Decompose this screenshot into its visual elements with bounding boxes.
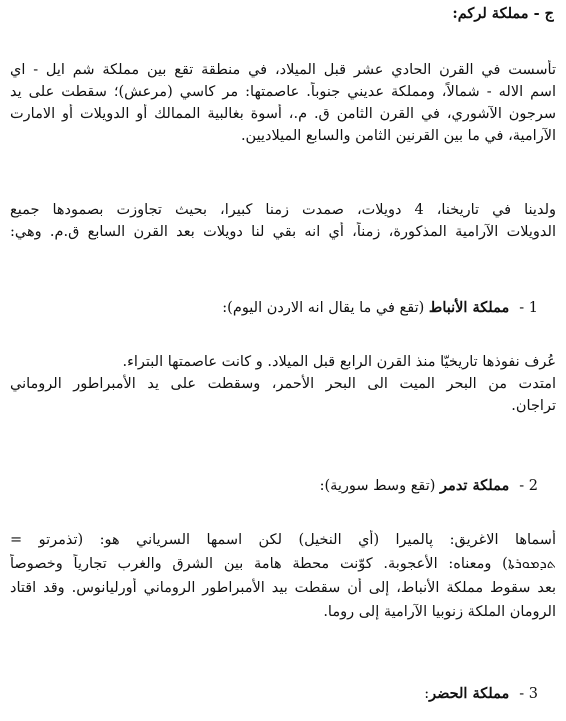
para4-line3: بعد سقوط مملكة الأنباط، إلى أن سقطت بيد الأمبراطور الروماني أورليانوس. وقد اقتاد xyxy=(10,580,556,596)
item2-name: مملكة تدمر xyxy=(440,477,510,494)
section-c-title-text: ج - مملكة لركم: xyxy=(452,5,554,22)
section-c-title xyxy=(452,4,554,24)
para4-line4: الرومان الملكة زنوبيا الآرامية إلى روما. xyxy=(323,604,556,620)
para1-line4: الآرامية، في ما بين القرنين الثامن والسابع الميلاديين. xyxy=(240,128,556,144)
item1-name: مملكة الأنباط xyxy=(428,299,510,316)
item3-name: مملكة الحضر xyxy=(429,685,510,702)
para1-line2: اسم الاله - شمالاً، ومملكة عديني جنوباً. عاصمتها: مر كاسي (مرعش)؛ سقطت على يد xyxy=(10,84,556,100)
item1-number: 1 - xyxy=(519,300,538,316)
item2-note: (تقع وسط سورية): xyxy=(319,478,436,494)
item1-note: (تقع في ما يقال انه الاردن اليوم): xyxy=(222,300,425,316)
para4-line2: ܬܕܡܘܪܬܐ) ومعناه: الأعجوبة. كوّنت محطة هامة بين الشرق والغرب تجارياً وخصوصاً xyxy=(10,556,556,572)
item3-number: 3 - xyxy=(519,686,538,702)
item1-heading xyxy=(10,298,538,318)
para3-line2: امتدت من البحر الميت الى البحر الأحمر، وسقطت على يد الأمبراطور الروماني xyxy=(10,376,556,392)
item2-heading xyxy=(10,476,538,496)
para4-line1: أسماها الاغريق: پالميرا (أي النخيل) لكن اسمها السرياني هو: (تذمرتو = xyxy=(10,532,556,548)
item3-heading xyxy=(10,684,538,704)
item2-number: 2 - xyxy=(519,478,538,494)
para1-line1: تأسست في القرن الحادي عشر قبل الميلاد، في منطقة تقع بين مملكة شم ايل - اي xyxy=(10,62,556,78)
para3-line3: تراجان. xyxy=(511,398,556,414)
item3-note: : xyxy=(424,686,430,702)
para3-line1: عُرف نفوذها تاريخيّا منذ القرن الرابع قبل الميلاد. و كانت عاصمتها البتراء. xyxy=(122,354,556,370)
para2-line2: الدويلات الآرامية المذكورة، زمناً، أي انه بقي لنا دويلات بعد القرن السابع ق.م. وهي: xyxy=(10,224,556,240)
para2-line1: ولدينا في تاريخنا، 4 دويلات، صمدت زمنا كبيرا، بحيث تجاوزت بصمودها جميع xyxy=(10,202,556,218)
para1-line3: سرجون الآشوري، في القرن الثامن ق. م.، أسوة بغالبية الممالك أو الدويلات أو الامارت xyxy=(10,106,556,122)
